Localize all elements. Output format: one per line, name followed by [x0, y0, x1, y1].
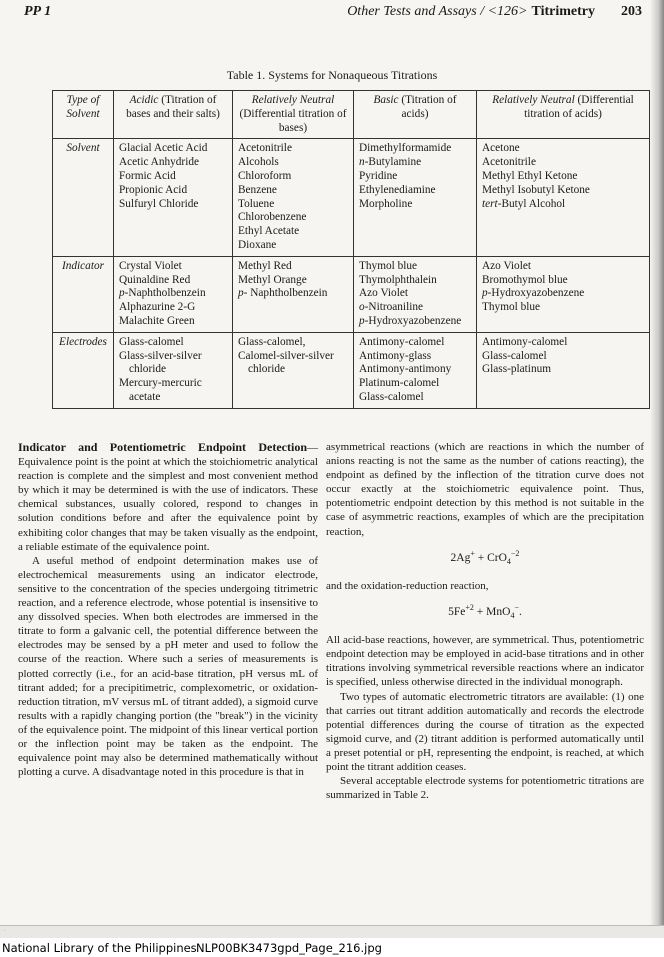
- header-section: Other Tests and Assays / <126>: [347, 4, 528, 19]
- cell-entry: Glacial Acetic Acid: [119, 142, 208, 155]
- equation-precipitation: 2Ag+ + CrO$_4^{-2}$: [450, 548, 520, 566]
- cell-entry: Antimony-calomel: [359, 335, 445, 348]
- table-cell: [233, 256, 354, 332]
- scanner-edge-strip: [0, 925, 664, 938]
- cell-entry: Pyridine: [359, 169, 398, 182]
- table-cell: [477, 332, 650, 408]
- cell-entry: Acetone: [482, 142, 520, 155]
- cell-entry: Methyl Orange: [238, 273, 307, 286]
- row-label: Electrodes: [53, 332, 114, 408]
- table-cell: [354, 256, 477, 332]
- page-binding-shadow: [650, 0, 664, 938]
- cell-entry: Methyl Red: [238, 259, 292, 272]
- right-text-column: [326, 440, 644, 802]
- cell-entry: Sulfuryl Chloride: [119, 197, 199, 210]
- header-right: [347, 4, 642, 20]
- header-type-of-solvent: Type of Solvent: [53, 91, 114, 139]
- running-header: [0, 4, 664, 24]
- cell-entry: Antimony-glass: [359, 349, 432, 362]
- cell-entry: p- Naphtholbenzein: [238, 287, 328, 300]
- cell-entry: p-Naphtholbenzein: [119, 287, 206, 300]
- cell-entry: Propionic Acid: [119, 183, 188, 196]
- cell-entry: Antimony-antimony: [359, 363, 452, 376]
- image-caption-footer: [0, 939, 664, 957]
- cell-entry: Methyl Ethyl Ketone: [482, 169, 578, 182]
- cell-entry: Antimony-calomel: [482, 335, 568, 348]
- cell-entry: Benzene: [238, 183, 277, 196]
- cell-entry: Calomel-silver-silver: [238, 349, 334, 362]
- scanner-microprint: ·: [4, 928, 6, 934]
- table-cell: [354, 332, 477, 408]
- row-label: Solvent: [53, 139, 114, 256]
- page-number: 203: [621, 4, 642, 19]
- cell-entry: Glass-calomel,: [238, 335, 306, 348]
- cell-entry: tert-Butyl Alcohol: [482, 197, 566, 210]
- footer-filename: NLP00BK3473gpd_Page_216.jpg: [196, 941, 382, 955]
- paragraph-automatic-titrators: Two types of automatic electrometric titrators are available: (1) one that carries out titrant addition automatically and records the electrode potential differences during the course of titration as the expected sigmoid curve, and (2) titrant addition is performed automatically until a preset potential or pH, representing the endpoint, is reached, at which point the titrant addition ceases.: [326, 690, 644, 774]
- cell-entry: chloride: [248, 363, 286, 376]
- cell-entry: n-Butylamine: [359, 156, 422, 169]
- cell-entry: Bromothymol blue: [482, 273, 568, 286]
- cell-entry: Azo Violet: [359, 287, 408, 300]
- table-cell: [233, 139, 354, 256]
- paragraph-symmetrical: All acid-base reactions, however, are symmetrical. Thus, potentiometric endpoint detection may be employed in acid-base titrations and in other titrations involving symmetrical reversible reactions where an indicator is specified, unless otherwise directed in the individual monograph.: [326, 634, 644, 689]
- table-cell: [114, 139, 233, 256]
- cell-entry: Acetonitrile: [238, 142, 292, 155]
- header-left-mark: PP 1: [24, 4, 52, 19]
- header-topic: Titrimetry: [531, 4, 595, 19]
- cell-entry: Chlorobenzene: [238, 211, 307, 224]
- table-row: [53, 139, 650, 256]
- cell-entry: Mercury-mercuric: [119, 377, 202, 390]
- cell-entry: acetate: [129, 390, 161, 403]
- cell-entry: o-Nitroaniline: [359, 301, 424, 314]
- cell-entry: p-Hydroxyazobenzene: [482, 287, 585, 300]
- table-cell: [354, 139, 477, 256]
- left-text-column: [18, 440, 318, 779]
- table-cell: [114, 332, 233, 408]
- table-cell: [477, 256, 650, 332]
- cell-entry: Morpholine: [359, 197, 413, 210]
- equation-redox: $5Fe^{+2} + MnO_4^-$.: [448, 602, 522, 621]
- cell-entry: Alphazurine 2-G: [119, 301, 196, 314]
- cell-entry: p-Hydroxyazobenzene: [359, 314, 462, 327]
- cell-entry: Glass-calomel: [359, 390, 424, 403]
- header-relatively-neutral-bases: Relatively Neutral (Differential titration of bases): [233, 91, 354, 139]
- footer-library: National Library of the Philippines: [2, 941, 197, 955]
- paragraph-asymmetrical: asymmetrical reactions (which are reactions in which the number of anions reacting is not the same as the number of cations reacting), the endpoint as defined by the inflection of the titration curve does not occur exactly at the stoichiometric equivalence point. Thus, potentiometric endpoint detection by this method is not suitable in the case of asymmetric reactions, examples of which are the precipitation reaction,: [326, 441, 644, 538]
- header-basic: Basic (Titration of acids): [354, 91, 477, 139]
- paragraph-oxidation-intro: and the oxidation-reduction reaction,: [326, 579, 489, 592]
- table-row: [53, 332, 650, 408]
- cell-entry: Glass-calomel: [119, 335, 184, 348]
- cell-entry: Azo Violet: [482, 259, 531, 272]
- cell-entry: Malachite Green: [119, 314, 195, 327]
- cell-entry: Glass-platinum: [482, 363, 552, 376]
- table-title: Table 1. Systems for Nonaqueous Titrations: [226, 68, 438, 82]
- table-cell: [233, 332, 354, 408]
- cell-entry: Acetonitrile: [482, 156, 536, 169]
- table-cell: [477, 139, 650, 256]
- cell-entry: Acetic Anhydride: [119, 156, 199, 169]
- cell-entry: Thymolphthalein: [359, 273, 437, 286]
- cell-entry: Thymol blue: [359, 259, 418, 272]
- cell-entry: Glass-calomel: [482, 349, 547, 362]
- cell-entry: Chloroform: [238, 169, 292, 182]
- nonaqueous-titration-table: [52, 90, 650, 409]
- cell-entry: Methyl Isobutyl Ketone: [482, 183, 590, 196]
- cell-entry: Platinum-calomel: [359, 377, 440, 390]
- cell-entry: Dimethylformamide: [359, 142, 452, 155]
- cell-entry: Toluene: [238, 197, 275, 210]
- paragraph-electrochemical: A useful method of endpoint determination makes use of electrochemical measurements using an indicator electrode, sensitive to the concentration of the species undergoing titrimetric reaction, and a reference electrode, whose potential is insensitive to any dissolved species. When both electrodes are immersed in the titrate to form a galvanic cell, the potential difference between the electrodes may be sensed by a pH meter and used to follow the course of the reaction. Where such a series of measurements is plotted correctly (i.e., for an acid-base titration, pH versus mL of titrant added; for a precipitimetric, complexometric, or oxidation-reduction titration, mV versus mL of titrant added), a sigmoid curve results with a rapidly changing portion (the "break") in the vicinity of the equivalence point. The midpoint of this linear vertical portion or the inflection point may be taken as the endpoint. The equivalence point may also be determined mathematically without plotting a curve. A disadvantage noted in this procedure is that in: [18, 554, 318, 779]
- table-cell: [114, 256, 233, 332]
- cell-entry: Alcohols: [238, 156, 279, 169]
- header-relatively-neutral-acids: Relatively Neutral (Differential titration of acids): [477, 91, 650, 139]
- cell-entry: Quinaldine Red: [119, 273, 191, 286]
- table-row: [53, 256, 650, 332]
- paragraph-endpoint-detection: Indicator and Potentiometric Endpoint Detection—Equivalence point is the point at which the stoichiometric analytical reaction is complete and the simplest and most convenient method by which it may be determined is with the use of indicators. These chemical substances, usually colored, respond to changes in solution conditions before and after the equivalence point by exhibiting color changes that may be taken visually as the endpoint, a reliable estimate of the equivalence point.: [18, 440, 318, 553]
- cell-entry: Crystal Violet: [119, 259, 182, 272]
- header-acidic: Acidic (Titration of bases and their salts): [114, 91, 233, 139]
- cell-entry: chloride: [129, 363, 167, 376]
- cell-entry: Formic Acid: [119, 169, 176, 182]
- cell-entry: Glass-silver-silver: [119, 349, 202, 362]
- row-label: Indicator: [53, 256, 114, 332]
- paragraph-electrode-systems: Several acceptable electrode systems for potentiometric titrations are summarized in Table 2.: [326, 775, 644, 802]
- cell-entry: Dioxane: [238, 238, 277, 251]
- cell-entry: Thymol blue: [482, 301, 541, 314]
- section-heading: Indicator and Potentiometric Endpoint Detection: [18, 440, 307, 454]
- cell-entry: Ethyl Acetate: [238, 225, 300, 238]
- table-header-row: [53, 91, 650, 139]
- cell-entry: Ethylenediamine: [359, 183, 436, 196]
